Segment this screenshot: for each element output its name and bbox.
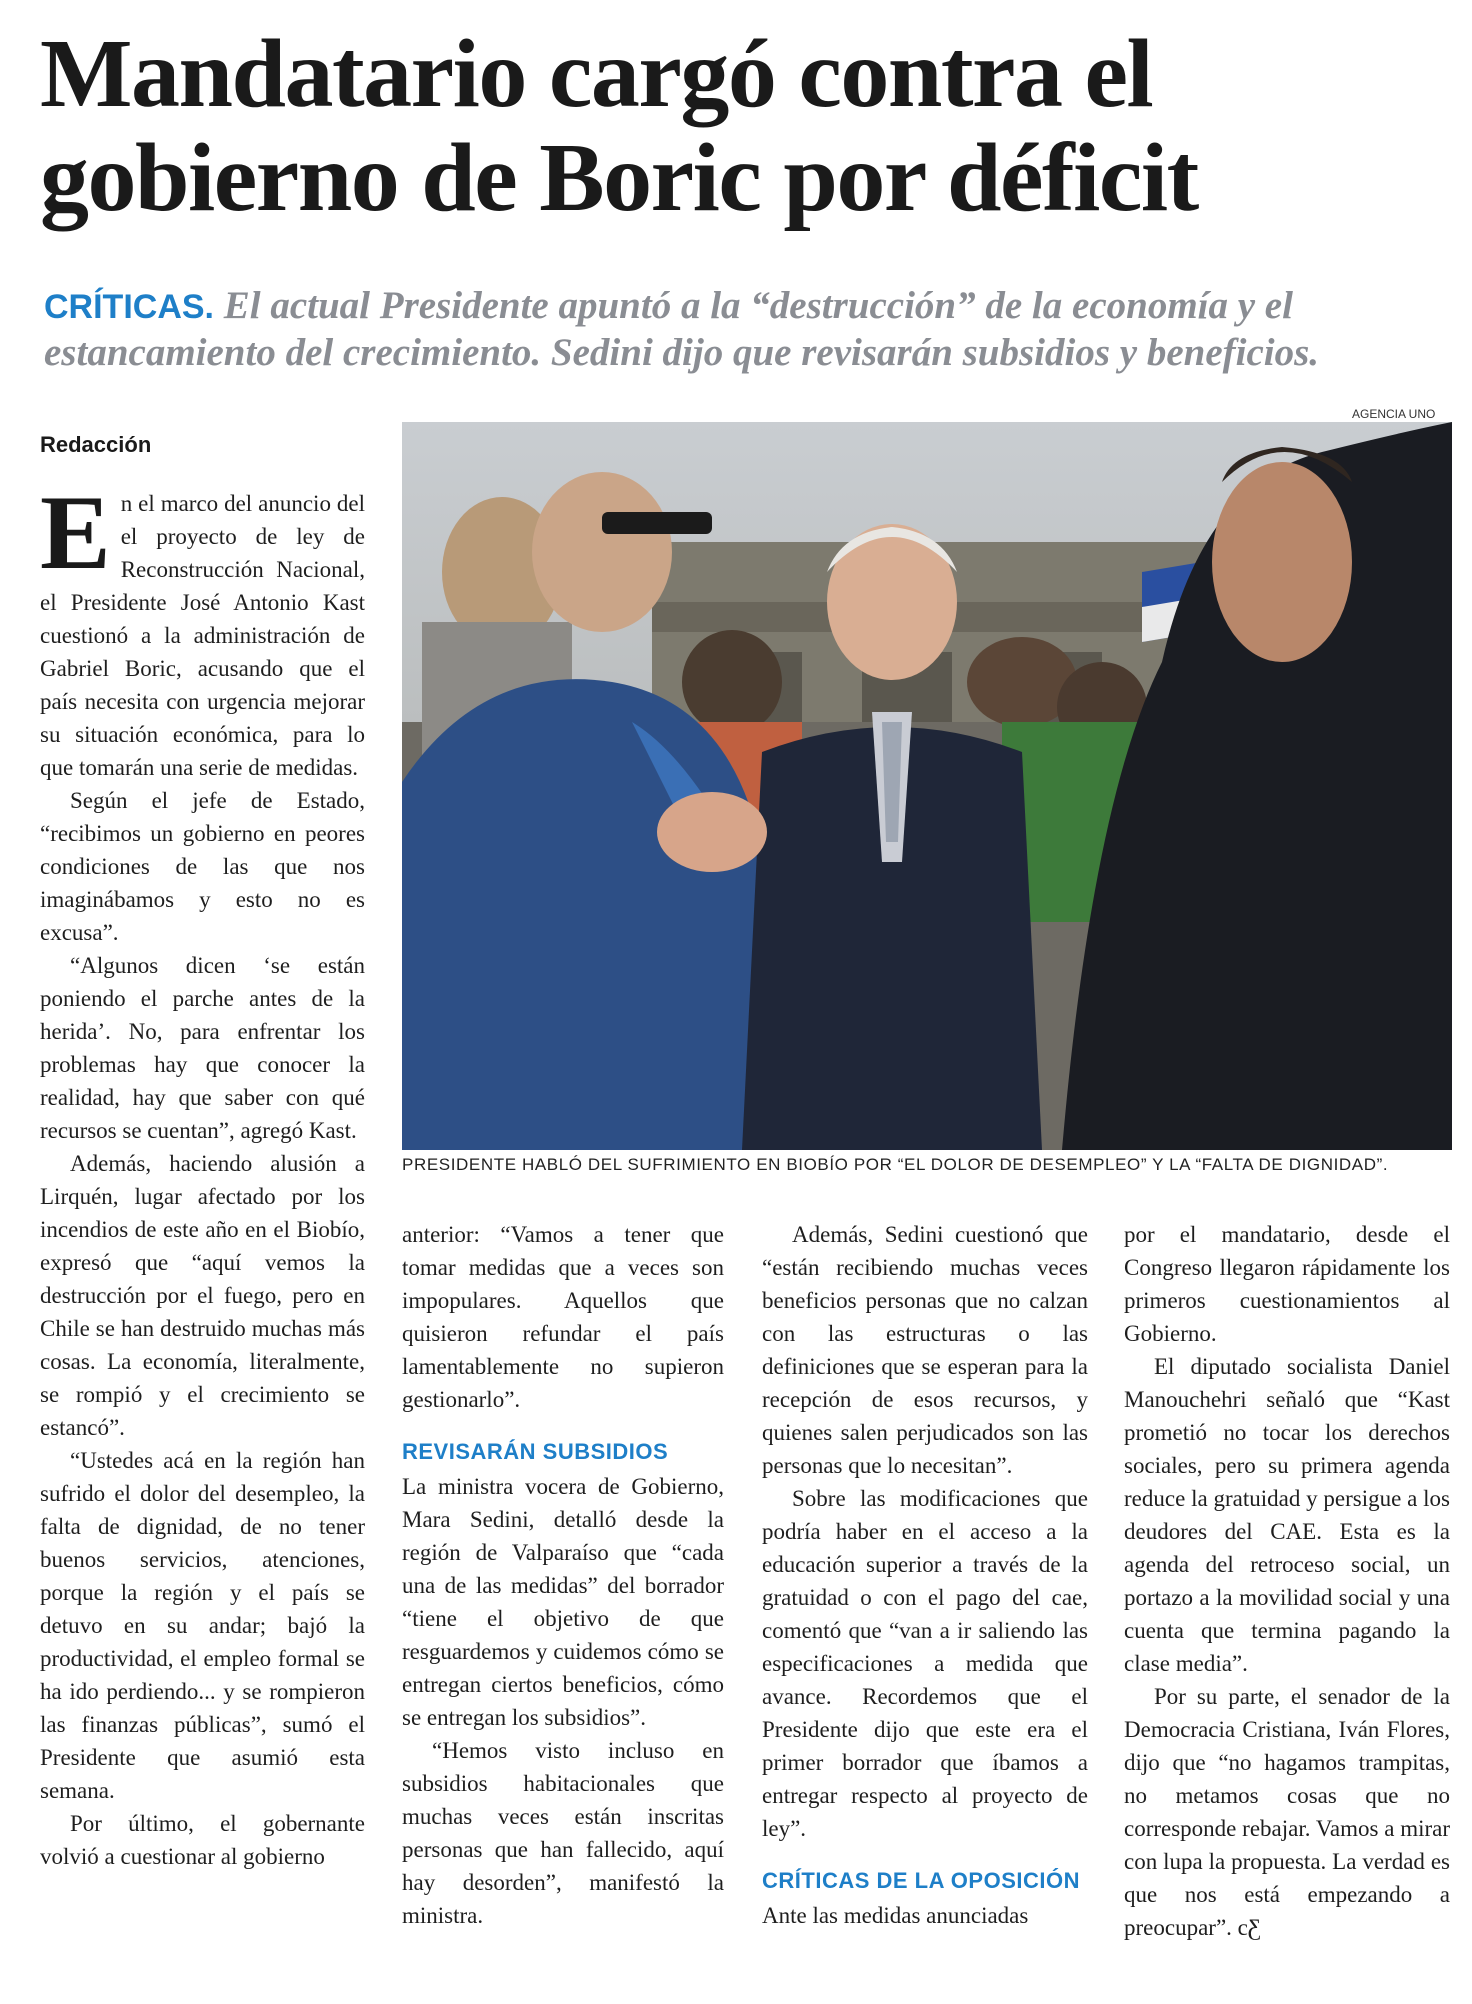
paragraph: “Hemos visto incluso en subsidios habitacionales que muchas veces están inscritas personas que han fallecido, aquí hay desorden”, manifestó la ministra. xyxy=(402,1738,724,1928)
paragraph: El diputado socialista Daniel Manouchehri señaló que “Kast prometió no tocar los derechos sociales, pero su primera agenda reduce la gratuidad y persigue a los deudores del CAE. Esta es la agenda del retroceso social, un portazo a la movilidad social y una cuenta que termina pagando la clase media”. xyxy=(1124,1354,1450,1676)
paragraph: Ante las medidas anunciadas xyxy=(762,1903,1029,1928)
paragraph: “Algunos dicen ‘se están poniendo el parche antes de la herida’. No, para enfrentar los problemas hay que conocer la realidad, hay que saber con qué recursos se cuentan”, agregó Kast. xyxy=(40,953,365,1143)
column-1 xyxy=(40,474,365,1873)
news-photo xyxy=(402,422,1452,1150)
headline: Mandatario cargó contra el gobierno de Boric por déficit xyxy=(40,20,1198,232)
deck-kicker: CRÍTICAS. xyxy=(44,288,214,326)
paragraph: La ministra vocera de Gobierno, Mara Sedini, detalló desde la región de Valparaíso que “cada una de las medidas” del borrador “tiene el objetivo de que resguardemos y cuidemos cómo se entregan ciertos beneficios, cómo se entregan los subsidios”. xyxy=(402,1474,724,1730)
paragraph: Según el jefe de Estado, “recibimos un gobierno en peores condiciones de las que nos imaginábamos y esto no es excusa”. xyxy=(40,788,365,945)
end-mark: cƸ xyxy=(1237,1915,1261,1940)
photo-illustration xyxy=(402,422,1452,1150)
paragraph-text: n el marco del anuncio del el proyecto de ley de Reconstrucción Nacional, el Presidente José Antonio Kast cuestionó a la administración de Gabriel Boric, acusando que el país necesita con urgencia mejorar su situación económica, para lo que tomarán una serie de medidas. xyxy=(40,491,365,780)
paragraph: Además, Sedini cuestionó que “están recibiendo muchas veces beneficios personas que no calzan con las estructuras o las definiciones que se esperan para la recepción de esos recursos, y quienes salen perjudicados son las personas que lo necesitan”. xyxy=(762,1222,1088,1478)
deck-text: El actual Presidente apuntó a la “destrucción” de la economía y el estancamiento del crecimiento. Sedini dijo que revisarán subsidios y beneficios. xyxy=(44,284,1320,374)
photo-caption: PRESIDENTE HABLÓ DEL SUFRIMIENTO EN BIOBÍO POR “EL DOLOR DE DESEMPLEO” Y LA “FALTA DE DIGNIDAD”. xyxy=(402,1155,1389,1174)
subhead-subsidios: REVISARÁN SUBSIDIOS xyxy=(402,1439,669,1464)
paragraph-text: Por su parte, el senador de la Democracia Cristiana, Iván Flores, dijo que “no hagamos trampitas, no metamos cosas que no corresponde rebajar. Vamos a mirar con lupa la propuesta. La verdad es que nos está empezando a preocupar”. xyxy=(1124,1684,1450,1940)
paragraph: Por último, el gobernante volvió a cuestionar al gobierno xyxy=(40,1811,365,1869)
paragraph: anterior: “Vamos a tener que tomar medidas que a veces son impopulares. Aquellos que quisieron refundar el país lamentablemente no supieron gestionarlo”. xyxy=(402,1222,724,1412)
paragraph xyxy=(40,474,365,784)
paragraph xyxy=(1124,1680,1450,1944)
deck xyxy=(44,283,1444,376)
subhead-oposicion: CRÍTICAS DE LA OPOSICIÓN xyxy=(762,1868,1080,1893)
column-4 xyxy=(1124,1218,1450,1944)
column-3 xyxy=(762,1218,1088,1932)
byline: Redacción xyxy=(40,432,152,457)
photo-credit: AGENCIA UNO xyxy=(1352,407,1436,421)
column-2 xyxy=(402,1218,724,1932)
paragraph: Sobre las modificaciones que podría haber en el acceso a la educación superior a través de la gratuidad o con el pago del cae, comentó que “van a ir saliendo las especificaciones a medida que avance. Recordemos que el Presidente dijo que este era el primer borrador que íbamos a entregar respecto al proyecto de ley”. xyxy=(762,1486,1088,1841)
drop-cap: E xyxy=(40,474,111,591)
paragraph: por el mandatario, desde el Congreso llegaron rápidamente los primeros cuestionamientos al Gobierno. xyxy=(1124,1222,1450,1346)
paragraph: “Ustedes acá en la región han sufrido el dolor del desempleo, la falta de dignidad, de no tener buenos servicios, atenciones, porque la región y el país se detuvo en su andar; bajó la productividad, el empleo formal se ha ido perdiendo... y se rompieron las finanzas públicas”, sumó el Presidente que asumió esta semana. xyxy=(40,1448,365,1803)
paragraph: Además, haciendo alusión a Lirquén, lugar afectado por los incendios de este año en el Biobío, expresó que “aquí vemos la destrucción por el fuego, pero en Chile se han destruido muchas más cosas. La economía, literalmente, se rompió y el crecimiento se estancó”. xyxy=(40,1151,365,1440)
